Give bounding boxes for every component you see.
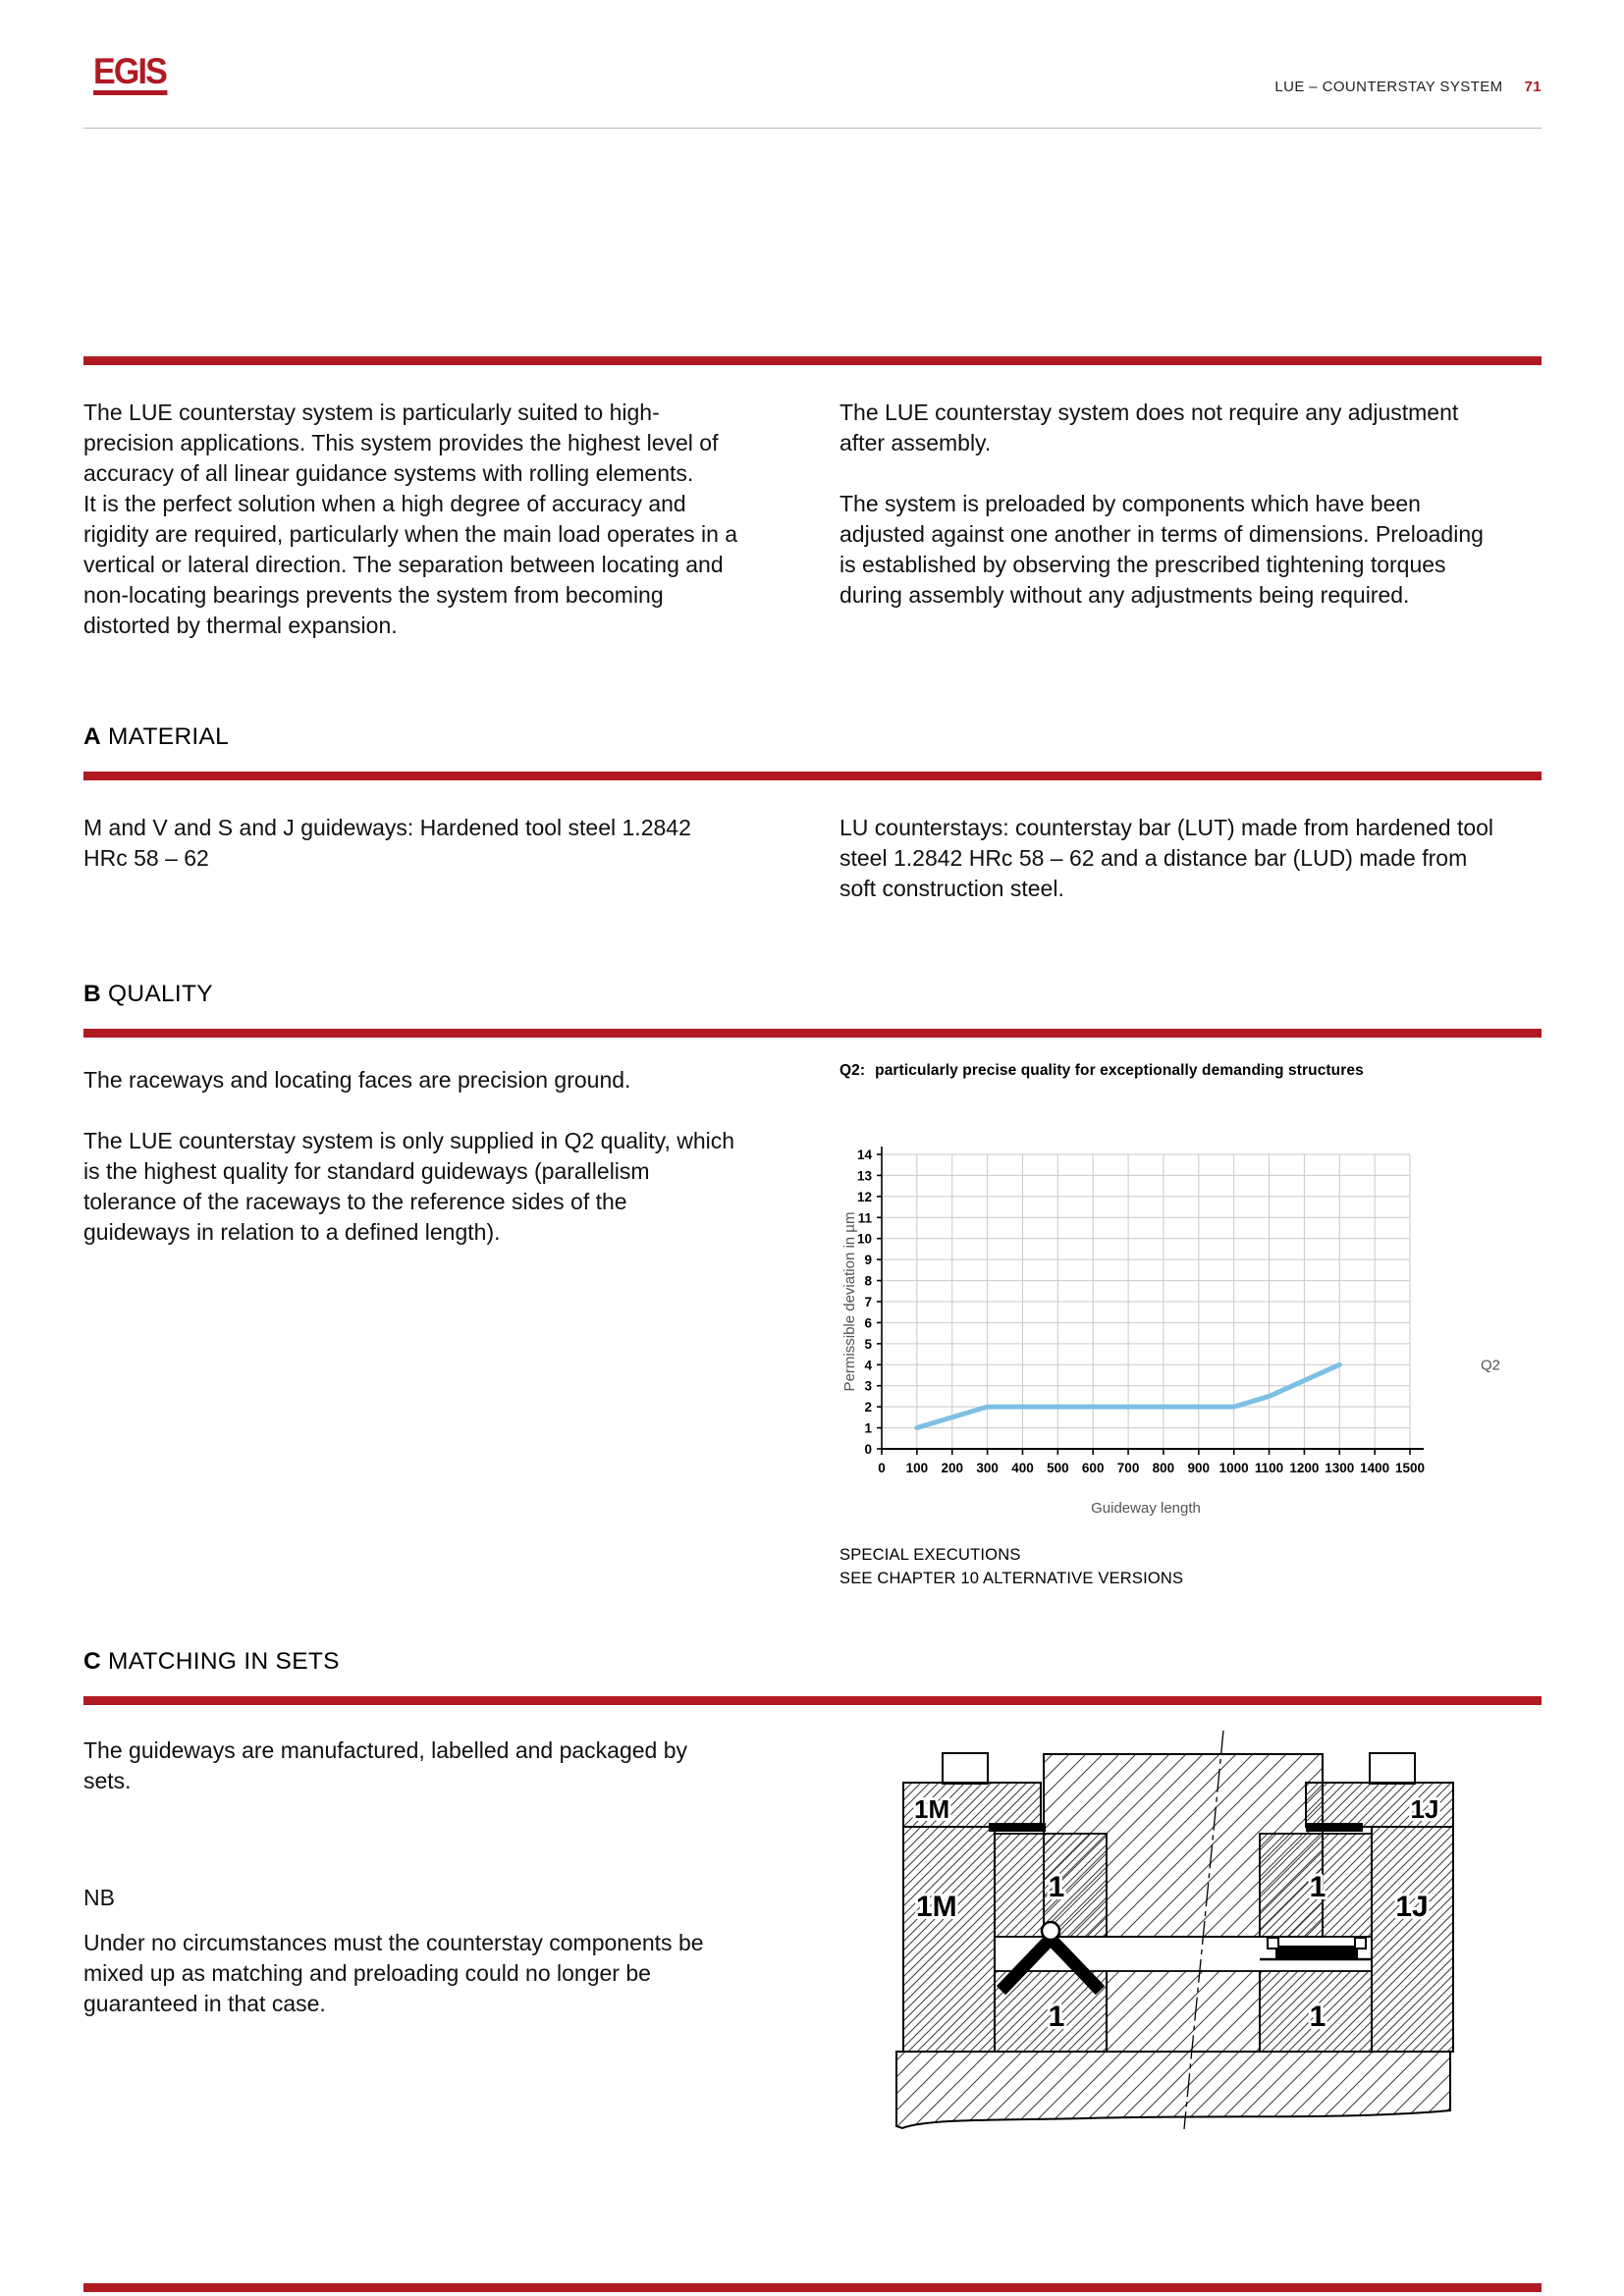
left-outer-label: 1M [916, 1891, 957, 1923]
svg-text:600: 600 [1081, 1461, 1105, 1475]
nb-label: NB [83, 1885, 115, 1910]
center-pedestal [1107, 1971, 1260, 2052]
svg-text:14: 14 [856, 1148, 872, 1162]
quality-chart [840, 1125, 1528, 1518]
svg-text:700: 700 [1116, 1461, 1140, 1475]
svg-text:7: 7 [864, 1295, 872, 1309]
flat-roller-stud-left [1268, 1938, 1278, 1949]
svg-text:100: 100 [905, 1461, 929, 1475]
svg-text:4: 4 [864, 1358, 872, 1373]
top-right-clamp-label: 1J [1410, 1794, 1439, 1824]
top-left-clamp-label: 1M [914, 1794, 950, 1824]
section-b-rule [83, 1029, 1542, 1038]
svg-text:Q2: Q2 [1481, 1357, 1501, 1374]
left-bolt [943, 1753, 988, 1784]
section-c-heading [83, 1648, 340, 1676]
right-outer-label: 1J [1395, 1891, 1429, 1923]
section-b-title: QUALITY [108, 981, 213, 1007]
right-upper-guideway-label: 1 [1309, 1871, 1326, 1903]
svg-text:2: 2 [864, 1400, 872, 1415]
header-title: LUE – COUNTERSTAY SYSTEM [1274, 79, 1503, 95]
intro-section-rule [83, 356, 1542, 365]
section-c-left-p2: Under no circumstances must the counterstay components be mixed up as matching and preloading could no longer be guaranteed in that case. [83, 1930, 704, 2016]
special-executions [839, 1543, 1183, 1590]
intro-right-p2: The system is preloaded by components which have been adjusted against one another in terms of dimensions. Preloading is established by observing the prescribed tightening torques during assembly without any adjustments being required. [839, 491, 1484, 608]
svg-text:12: 12 [856, 1189, 872, 1204]
chart-caption-text: particularly precise quality for exceptionally demanding structures [875, 1062, 1364, 1079]
flat-roller-element [1275, 1946, 1358, 1958]
svg-text:8: 8 [864, 1273, 872, 1289]
flat-roller-stud-right [1355, 1938, 1366, 1949]
intro-left-column [83, 398, 739, 641]
svg-text:200: 200 [941, 1461, 963, 1475]
left-upper-guideway-label: 1 [1048, 1871, 1065, 1903]
svg-text:3: 3 [864, 1378, 872, 1394]
svg-text:1400: 1400 [1360, 1461, 1390, 1475]
section-b-left [83, 1065, 739, 1248]
right-lower-guideway-label: 1 [1309, 2001, 1326, 2033]
svg-text:11: 11 [857, 1210, 872, 1226]
chart-caption [839, 1062, 1364, 1080]
section-a-letter: A [83, 723, 101, 750]
svg-text:0: 0 [864, 1442, 872, 1457]
section-c-rule [83, 1696, 1542, 1705]
section-c-letter: C [83, 1648, 101, 1675]
svg-text:5: 5 [864, 1336, 872, 1352]
svg-text:1200: 1200 [1289, 1461, 1320, 1475]
section-c-left2 [83, 1928, 739, 2019]
svg-text:10: 10 [856, 1231, 872, 1247]
page-number: 71 [1524, 79, 1542, 95]
svg-text:1000: 1000 [1218, 1461, 1249, 1475]
v-roller-pin [1042, 1922, 1059, 1940]
matching-sets-drawing [879, 1728, 1468, 2132]
chart-caption-label: Q2: [839, 1062, 866, 1079]
svg-text:9: 9 [864, 1253, 872, 1268]
header-rule [83, 128, 1542, 129]
svg-text:1500: 1500 [1394, 1461, 1426, 1475]
section-b-heading [83, 981, 213, 1008]
svg-text:1: 1 [864, 1420, 872, 1436]
right-bolt [1370, 1753, 1415, 1784]
special-executions-line2: SEE CHAPTER 10 ALTERNATIVE VERSIONS [839, 1570, 1184, 1587]
intro-left-p1: The LUE counterstay system is particularly suited to high-precision applications. This system provides the highest level of accuracy of all linear guidance systems with rolling elements. [83, 400, 719, 486]
intro-right-column [839, 398, 1499, 611]
intro-left-p2: It is the perfect solution when a high degree of accuracy and rigidity are required, particularly when the main load operates in a vertical or lateral direction. The separation between locating and non-locating bearings prevents the system from becoming distorted by thermal expansion. [83, 491, 738, 638]
left-lower-guideway-label: 1 [1048, 2001, 1065, 2033]
egis-logo: EGIS [93, 53, 168, 95]
section-a-right-text: LU counterstays: counterstay bar (LUT) made from hardened tool steel 1.2842 HRc 58 – 62 and a distance bar (LUD) made from soft construction steel. [839, 815, 1494, 901]
svg-text:300: 300 [976, 1461, 999, 1475]
left-outer-block [903, 1827, 995, 2052]
bed-base [896, 2052, 1450, 2128]
right-counterstay-bar [1306, 1823, 1363, 1832]
svg-text:1100: 1100 [1254, 1461, 1284, 1475]
section-b-left-p1: The raceways and locating faces are precision ground. [83, 1067, 631, 1093]
section-a-rule [83, 772, 1542, 780]
svg-text:0: 0 [878, 1461, 886, 1475]
svg-text:Permissible deviation in µm: Permissible deviation in µm [841, 1211, 858, 1392]
section-c-title: MATCHING IN SETS [108, 1648, 340, 1675]
svg-text:13: 13 [856, 1168, 872, 1184]
section-a-right [839, 813, 1499, 904]
section-a-title: MATERIAL [108, 723, 230, 750]
svg-text:900: 900 [1187, 1461, 1211, 1475]
section-b-left-p2: The LUE counterstay system is only supplied in Q2 quality, which is the highest quality for standard guideways (parallelism tolerance of the raceways to the reference sides of the guideways in relation to a defined length). [83, 1128, 735, 1245]
section-c-left-p1: The guideways are manufactured, labelled and packaged by sets. [83, 1737, 688, 1793]
section-a-heading [83, 723, 229, 751]
svg-text:Guideway length: Guideway length [1091, 1500, 1201, 1517]
svg-text:6: 6 [864, 1315, 872, 1331]
section-c-left [83, 1735, 739, 1796]
section-b-letter: B [83, 981, 101, 1007]
left-counterstay-bar [989, 1823, 1046, 1832]
intro-right-p1: The LUE counterstay system does not require any adjustment after assembly. [839, 400, 1459, 455]
section-c-nb [83, 1883, 739, 1913]
section-a-left-text: M and V and S and J guideways: Hardened tool steel 1.2842 HRc 58 – 62 [83, 815, 691, 871]
header-right [884, 79, 1542, 95]
footer-rule [83, 2283, 1542, 2292]
svg-text:500: 500 [1047, 1461, 1069, 1475]
svg-text:800: 800 [1152, 1461, 1175, 1475]
svg-text:1300: 1300 [1325, 1461, 1355, 1475]
special-executions-line1: SPECIAL EXECUTIONS [839, 1546, 1021, 1564]
section-a-left [83, 813, 739, 874]
svg-text:400: 400 [1011, 1461, 1034, 1475]
right-outer-block [1372, 1827, 1453, 2052]
